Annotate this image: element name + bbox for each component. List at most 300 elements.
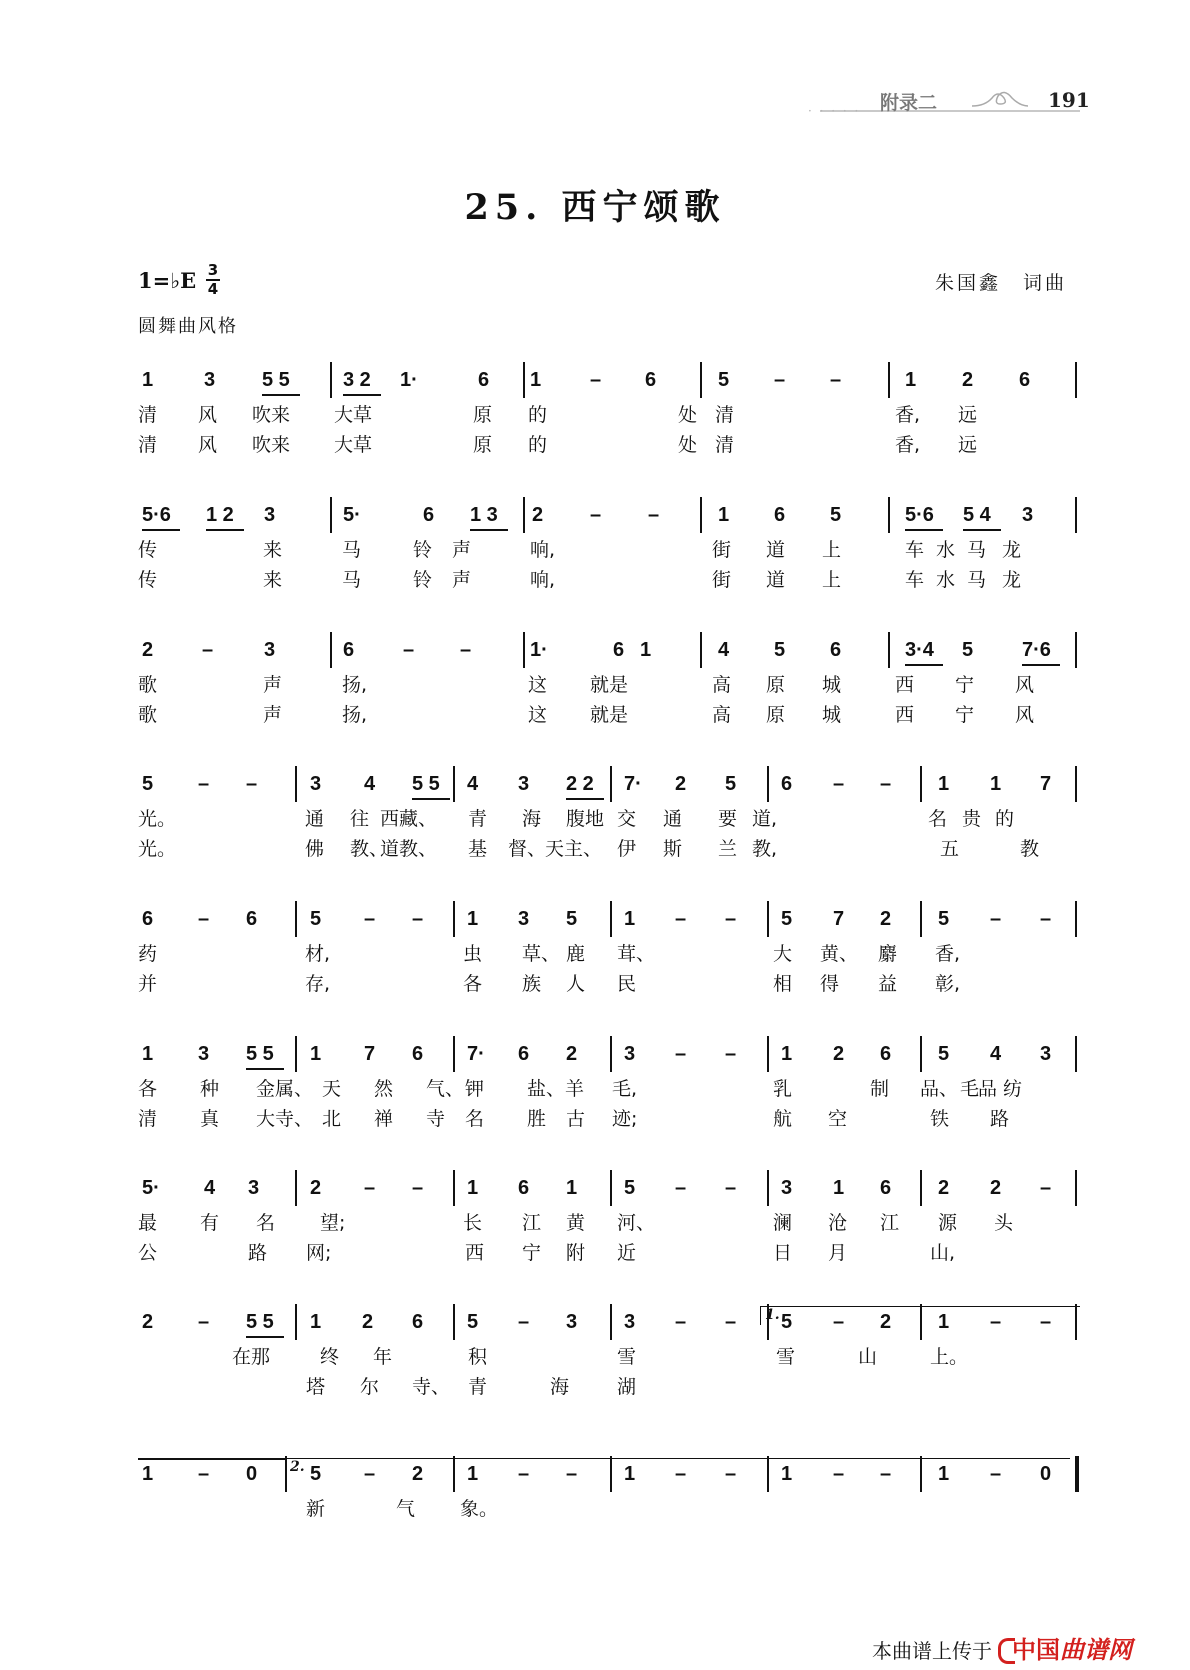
jianpu-note: –	[648, 504, 660, 526]
jianpu-note: –	[880, 1463, 892, 1485]
jianpu-note: 5	[938, 1043, 950, 1065]
jianpu-note: –	[990, 1463, 1002, 1485]
lyric-verse-1: 最	[138, 1212, 158, 1234]
jianpu-note: 6	[478, 369, 490, 391]
jianpu-note: 7	[833, 908, 845, 930]
lyric-verse-1: 虫	[463, 943, 483, 965]
jianpu-note: 3	[1040, 1043, 1052, 1065]
lyric-verse-2: 远	[958, 434, 978, 456]
jianpu-note: 3	[518, 773, 530, 795]
lyric-verse-1: 沧	[828, 1212, 848, 1234]
barline	[523, 497, 525, 533]
jianpu-note: –	[774, 369, 786, 391]
jianpu-note: 5	[310, 908, 322, 930]
jianpu-note: 5	[310, 1463, 322, 1485]
jianpu-note: 2	[938, 1177, 950, 1199]
music-system	[0, 368, 1190, 478]
lyric-verse-2: 寺	[426, 1108, 446, 1130]
barline	[1075, 766, 1077, 802]
lyric-verse-2: 近	[617, 1242, 637, 1264]
lyric-verse-1: 种	[200, 1078, 220, 1100]
lyric-verse-1: 香,	[895, 404, 921, 426]
barline	[767, 766, 769, 802]
lyric-verse-1: 车	[905, 539, 925, 561]
lyric-verse-1: 扬,	[342, 674, 368, 696]
lyric-verse-2: 相	[773, 973, 793, 995]
lyric-verse-1: 上。	[930, 1346, 969, 1368]
lyric-verse-2: 北	[322, 1108, 342, 1130]
footer-text: 本曲谱上传于	[872, 1639, 992, 1663]
lyric-verse-2: 迹;	[612, 1108, 638, 1130]
lyric-verse-1: 望;	[320, 1212, 346, 1234]
jianpu-note: 0	[246, 1463, 258, 1485]
lyric-verse-2: 伊	[617, 838, 637, 860]
jianpu-note: 7·	[624, 773, 642, 795]
jianpu-note: 3	[204, 369, 216, 391]
lyric-verse-1: 龙	[1002, 539, 1022, 561]
time-signature-bottom: 4	[207, 280, 219, 298]
beam-underline	[246, 1068, 284, 1070]
jianpu-note: –	[833, 773, 845, 795]
jianpu-note: 3	[781, 1177, 793, 1199]
jianpu-note: 1	[310, 1311, 322, 1333]
lyric-verse-1: 江	[880, 1212, 900, 1234]
music-system	[0, 907, 1190, 1017]
jianpu-note: 6	[246, 908, 258, 930]
jianpu-note: –	[675, 908, 687, 930]
music-system	[0, 772, 1190, 882]
lyric-verse-2: 高	[712, 704, 732, 726]
beam-underline	[412, 798, 450, 800]
jianpu-note: 1	[142, 1463, 154, 1485]
lyric-verse-2: 佛	[305, 838, 325, 860]
lyric-verse-1: 腹地	[566, 808, 605, 830]
lyric-verse-2: 五	[940, 838, 960, 860]
lyric-verse-2: 扬,	[342, 704, 368, 726]
jianpu-note: –	[833, 1463, 845, 1485]
lyric-verse-2: 日	[773, 1242, 793, 1264]
lyric-verse-2: 航	[773, 1108, 793, 1130]
composer-credit: 朱国鑫 词曲	[935, 272, 1068, 294]
lyric-verse-2: 西	[465, 1242, 485, 1264]
lyric-verse-1: 原	[473, 404, 493, 426]
lyric-verse-1: 天	[322, 1078, 342, 1100]
jianpu-note: –	[1040, 1177, 1052, 1199]
lyric-verse-1: 道	[766, 539, 786, 561]
jianpu-note: –	[198, 908, 210, 930]
lyric-verse-1: 名	[256, 1212, 276, 1234]
lyric-verse-1: 毛	[960, 1078, 980, 1100]
jianpu-note: 2	[880, 908, 892, 930]
barline	[453, 1170, 455, 1206]
jianpu-note: 3	[310, 773, 322, 795]
lyric-verse-2: 的	[528, 434, 548, 456]
jianpu-note: –	[198, 1463, 210, 1485]
lyric-verse-2: 马	[967, 569, 987, 591]
jianpu-note: 2	[990, 1177, 1002, 1199]
barline	[330, 632, 332, 668]
jianpu-note: 1	[467, 908, 479, 930]
lyric-verse-1: 交	[617, 808, 637, 830]
lyric-verse-1: 来	[263, 539, 283, 561]
barline	[295, 1304, 297, 1340]
lyric-verse-1: 就是	[590, 674, 629, 696]
jianpu-note: –	[518, 1463, 530, 1485]
lyric-verse-2: 古	[566, 1108, 586, 1130]
barline	[888, 362, 890, 398]
barline	[1075, 632, 1077, 668]
jianpu-note: 6	[880, 1177, 892, 1199]
barline	[888, 497, 890, 533]
lyric-verse-2: 车	[905, 569, 925, 591]
jianpu-note: 2	[962, 369, 974, 391]
barline	[1075, 1170, 1077, 1206]
beam-underline	[470, 529, 508, 531]
jianpu-note: 1 2	[206, 504, 234, 526]
jianpu-note: 2	[566, 1043, 578, 1065]
lyric-verse-1: 西藏、	[380, 808, 438, 830]
header-section: 附录二	[880, 92, 938, 114]
lyric-verse-2: 马	[342, 569, 362, 591]
lyric-verse-1: 青	[468, 808, 488, 830]
jianpu-note: 3	[518, 908, 530, 930]
lyric-verse-2: 彰,	[935, 973, 961, 995]
jianpu-note: 6	[880, 1043, 892, 1065]
jianpu-note: –	[725, 1463, 737, 1485]
jianpu-note: 1	[467, 1177, 479, 1199]
beam-underline	[905, 664, 943, 666]
jianpu-note: 4	[204, 1177, 216, 1199]
lyric-verse-1: 终	[320, 1346, 340, 1368]
barline	[767, 901, 769, 937]
barline	[700, 497, 702, 533]
jianpu-note: 5 5	[262, 369, 290, 391]
barline	[610, 766, 612, 802]
lyric-verse-2: 光。	[138, 838, 177, 860]
jianpu-note: 5 5	[246, 1311, 274, 1333]
jianpu-note: 5·	[343, 504, 361, 526]
jianpu-note: –	[412, 1177, 424, 1199]
lyric-verse-1: 歌	[138, 674, 158, 696]
lyric-verse-1: 鹿	[566, 943, 586, 965]
jianpu-note: 1·	[400, 369, 418, 391]
music-system	[0, 1176, 1190, 1286]
lyric-verse-2: 并	[138, 973, 158, 995]
jianpu-note: 3	[624, 1043, 636, 1065]
lyric-verse-1: 通	[663, 808, 683, 830]
jianpu-note: 1	[718, 504, 730, 526]
lyric-verse-2: 传	[138, 569, 158, 591]
lyric-verse-2: 清	[138, 434, 158, 456]
lyric-verse-2: 月	[828, 1242, 848, 1264]
lyric-verse-1: 纺	[1003, 1078, 1023, 1100]
jianpu-note: 6	[781, 773, 793, 795]
lyric-verse-1: 在那	[232, 1346, 271, 1368]
jianpu-note: 3	[264, 639, 276, 661]
lyric-verse-2: 基	[468, 838, 488, 860]
volta-1: 1.	[760, 1306, 1080, 1325]
lyric-verse-1: 声	[263, 674, 283, 696]
lyric-verse-1: 积	[468, 1346, 488, 1368]
jianpu-note: 5	[962, 639, 974, 661]
lyric-verse-1: 黄	[566, 1212, 586, 1234]
repeat-rule	[138, 1458, 285, 1460]
lyric-verse-1: 年	[373, 1346, 393, 1368]
barline	[888, 632, 890, 668]
lyric-verse-1: 海	[522, 808, 542, 830]
site-logo[interactable]	[1012, 1630, 1132, 1665]
barline	[453, 1304, 455, 1340]
key-signature: 1=♭E	[138, 268, 197, 293]
jianpu-note: –	[590, 504, 602, 526]
jianpu-note: –	[675, 1177, 687, 1199]
lyric-verse-2: 教	[1020, 838, 1040, 860]
music-system	[0, 638, 1190, 748]
jianpu-note: 6	[1019, 369, 1031, 391]
lyric-verse-2: 龙	[1002, 569, 1022, 591]
jianpu-note: 5	[467, 1311, 479, 1333]
lyric-verse-1: 西	[895, 674, 915, 696]
lyric-verse-2: 宁	[955, 704, 975, 726]
lyric-verse-2: 湖	[617, 1376, 637, 1398]
jianpu-note: 3	[566, 1311, 578, 1333]
beam-underline	[1022, 664, 1060, 666]
lyric-verse-2: 吹来	[252, 434, 291, 456]
lyric-verse-2: 名	[465, 1108, 485, 1130]
lyric-verse-1: 通	[305, 808, 325, 830]
barline	[700, 632, 702, 668]
jianpu-note: 5	[938, 908, 950, 930]
lyric-verse-1: 然	[374, 1078, 394, 1100]
jianpu-note: –	[830, 369, 842, 391]
jianpu-note: 3·4	[905, 639, 934, 661]
jianpu-note: –	[675, 1043, 687, 1065]
lyric-verse-2: 各	[463, 973, 483, 995]
lyric-verse-1: 马	[342, 539, 362, 561]
lyric-verse-1: 城	[822, 674, 842, 696]
jianpu-note: 1	[566, 1177, 578, 1199]
lyric-verse-1: 品、	[920, 1078, 959, 1100]
lyric-verse-1: 头	[994, 1212, 1014, 1234]
lyric-verse-2: 宁	[522, 1242, 542, 1264]
music-system	[0, 1042, 1190, 1152]
jianpu-note: –	[198, 1311, 210, 1333]
jianpu-note: 1·	[530, 639, 548, 661]
lyric-verse-2: 路	[248, 1242, 268, 1264]
jianpu-note: 1	[938, 773, 950, 795]
music-system	[0, 1462, 1190, 1572]
jianpu-note: 6	[142, 908, 154, 930]
jianpu-note: –	[880, 773, 892, 795]
jianpu-note: 4	[718, 639, 730, 661]
barline	[523, 632, 525, 668]
jianpu-note: 6	[412, 1311, 424, 1333]
barline	[295, 1170, 297, 1206]
jianpu-note: 4	[990, 1043, 1002, 1065]
lyric-verse-2: 风	[1015, 704, 1035, 726]
lyric-verse-1: 源	[938, 1212, 958, 1234]
jianpu-note: –	[364, 1463, 376, 1485]
lyric-verse-1: 药	[138, 943, 158, 965]
lyric-verse-2: 处	[678, 434, 698, 456]
jianpu-note: –	[675, 1463, 687, 1485]
barline	[920, 1036, 922, 1072]
jianpu-note: 6	[645, 369, 657, 391]
jianpu-note: 1	[624, 1463, 636, 1485]
lyric-verse-2: 清	[715, 434, 735, 456]
jianpu-note: 2	[142, 639, 154, 661]
lyric-verse-1: 有	[200, 1212, 220, 1234]
lyric-verse-1: 黄、	[820, 943, 859, 965]
lyric-verse-1: 大草	[334, 404, 373, 426]
jianpu-note: –	[725, 1177, 737, 1199]
barline	[453, 766, 455, 802]
jianpu-note: –	[403, 639, 415, 661]
jianpu-note: 5	[725, 773, 737, 795]
barline	[920, 766, 922, 802]
lyric-verse-2: 督、	[508, 838, 547, 860]
lyric-verse-2: 声	[263, 704, 283, 726]
lyric-verse-1: 钾	[465, 1078, 485, 1100]
lyric-verse-1: 江	[522, 1212, 542, 1234]
jianpu-note: 6	[412, 1043, 424, 1065]
barline	[920, 901, 922, 937]
lyric-verse-2: 青	[468, 1376, 488, 1398]
jianpu-note: 3	[1022, 504, 1034, 526]
jianpu-note: 2	[142, 1311, 154, 1333]
jianpu-note: 1	[142, 369, 154, 391]
jianpu-note: 5·6	[905, 504, 934, 526]
jianpu-note: 5 4	[963, 504, 991, 526]
lyric-verse-2: 教,	[752, 838, 778, 860]
lyric-verse-2: 水	[936, 569, 956, 591]
jianpu-note: 3	[248, 1177, 260, 1199]
lyric-verse-1: 远	[958, 404, 978, 426]
jianpu-note: –	[518, 1311, 530, 1333]
jianpu-note: 6	[518, 1177, 530, 1199]
lyric-verse-2: 城	[822, 704, 842, 726]
lyric-verse-1: 香,	[935, 943, 961, 965]
lyric-verse-2: 大寺、	[256, 1108, 314, 1130]
lyric-verse-2: 道教、	[380, 838, 438, 860]
jianpu-note: 1 3	[470, 504, 498, 526]
jianpu-note: –	[364, 1177, 376, 1199]
jianpu-note: 6	[774, 504, 786, 526]
lyric-verse-1: 新	[306, 1498, 326, 1520]
jianpu-note: 2	[310, 1177, 322, 1199]
jianpu-note: –	[198, 773, 210, 795]
jianpu-note: 1	[938, 1463, 950, 1485]
lyric-verse-1: 长	[463, 1212, 483, 1234]
jianpu-note: –	[725, 1043, 737, 1065]
lyric-verse-1: 清	[138, 404, 158, 426]
lyric-verse-2: 就是	[590, 704, 629, 726]
jianpu-note: 1	[624, 908, 636, 930]
lyric-verse-2: 路	[990, 1108, 1010, 1130]
lyric-verse-2: 空	[828, 1108, 848, 1130]
jianpu-note: –	[246, 773, 258, 795]
jianpu-note: 1	[905, 369, 917, 391]
jianpu-note: 1	[781, 1043, 793, 1065]
beam-underline	[963, 529, 1001, 531]
lyric-verse-1: 制	[870, 1078, 890, 1100]
barline	[453, 901, 455, 937]
lyric-verse-2: 公	[138, 1242, 158, 1264]
ornament-icon	[970, 88, 1030, 112]
jianpu-note: 6	[613, 639, 625, 661]
jianpu-note: –	[675, 1311, 687, 1333]
barline	[1075, 1036, 1077, 1072]
barline	[610, 1304, 612, 1340]
jianpu-note: 7	[1040, 773, 1052, 795]
music-system	[0, 503, 1190, 613]
lyric-verse-2: 得	[820, 973, 840, 995]
barline	[330, 497, 332, 533]
lyric-verse-1: 贵	[962, 808, 982, 830]
lyric-verse-2: 教、	[350, 838, 389, 860]
barline	[610, 1170, 612, 1206]
jianpu-note: 1	[990, 773, 1002, 795]
lyric-verse-1: 草、	[522, 943, 561, 965]
lyric-verse-1: 河、	[617, 1212, 656, 1234]
jianpu-note: 5	[718, 369, 730, 391]
lyric-verse-1: 麝	[878, 943, 898, 965]
jianpu-note: –	[990, 908, 1002, 930]
lyric-verse-2: 原	[473, 434, 493, 456]
lyric-verse-2: 胜	[527, 1108, 547, 1130]
beam-underline	[206, 529, 244, 531]
jianpu-note: –	[202, 639, 214, 661]
lyric-verse-1: 的	[995, 808, 1015, 830]
jianpu-note: 5 5	[412, 773, 440, 795]
beam-underline	[566, 798, 604, 800]
lyric-verse-2: 存,	[305, 973, 331, 995]
jianpu-note: 1	[467, 1463, 479, 1485]
barline	[453, 1036, 455, 1072]
lyric-verse-1: 材,	[305, 943, 331, 965]
jianpu-note: –	[990, 1311, 1002, 1333]
lyric-verse-2: 歌	[138, 704, 158, 726]
lyric-verse-1: 高	[712, 674, 732, 696]
jianpu-note: 3 2	[343, 369, 371, 391]
lyric-verse-1: 品	[978, 1078, 998, 1100]
jianpu-note: 7·	[467, 1043, 485, 1065]
lyric-verse-2: 道	[766, 569, 786, 591]
beam-underline	[246, 1336, 284, 1338]
jianpu-note: 5	[566, 908, 578, 930]
lyric-verse-2: 斯	[663, 838, 683, 860]
jianpu-note: 7·6	[1022, 639, 1051, 661]
lyric-verse-2: 天主、	[545, 838, 603, 860]
lyric-verse-1: 道,	[752, 808, 778, 830]
lyric-verse-2: 海	[550, 1376, 570, 1398]
lyric-verse-2: 香,	[895, 434, 921, 456]
lyric-verse-1: 清	[715, 404, 735, 426]
barline	[295, 1036, 297, 1072]
lyric-verse-2: 寺、	[412, 1376, 451, 1398]
jianpu-note: 2	[833, 1043, 845, 1065]
jianpu-note: –	[1040, 1311, 1052, 1333]
jianpu-note: 1	[310, 1043, 322, 1065]
lyric-verse-2: 山,	[930, 1242, 956, 1264]
lyric-verse-1: 宁	[955, 674, 975, 696]
volta-2: 2.	[285, 1458, 1070, 1477]
lyric-verse-2: 西	[895, 704, 915, 726]
lyric-verse-2: 街	[712, 569, 732, 591]
lyric-verse-1: 响,	[530, 539, 556, 561]
lyric-verse-1: 吹来	[252, 404, 291, 426]
barline	[920, 1170, 922, 1206]
